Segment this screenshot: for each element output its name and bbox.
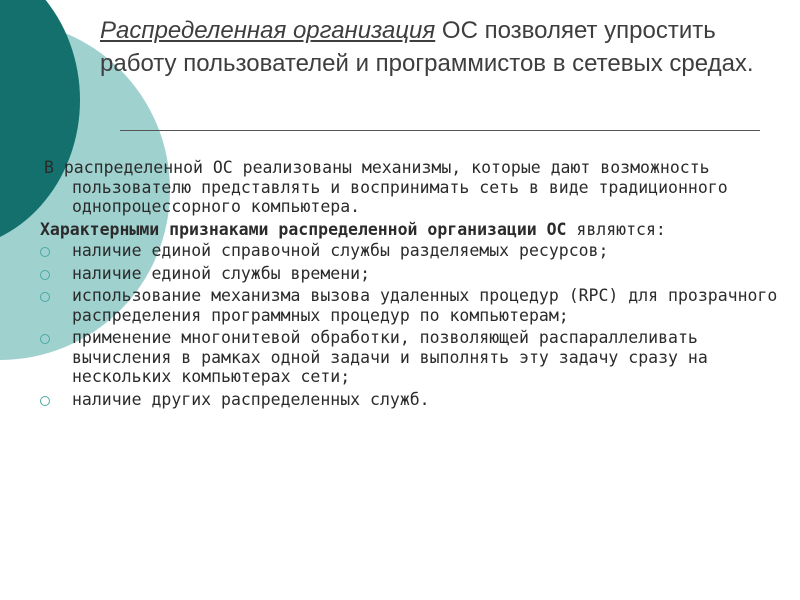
list-item (40, 286, 785, 325)
bullet-circle-icon (40, 334, 50, 344)
list-item-text: наличие единой справочной службы разделяемых ресурсов; (72, 241, 609, 260)
list-item (40, 264, 785, 284)
heading-rest-text: являются: (566, 219, 666, 239)
characteristics-list (40, 241, 785, 409)
bullet-circle-icon (40, 270, 50, 280)
list-item-text: наличие единой службы времени; (72, 263, 371, 283)
heading-bold-text: Характерными признаками распределенной организации ОС (40, 219, 567, 239)
list-item-text: использование механизма вызова удаленных процедур (RPC) для прозрачного распределения программных процедур по компьютерам; (72, 286, 778, 325)
intro-paragraph: В распределенной ОС реализованы механизмы, которые дают возможность пользователю представлять и воспринимать сеть в виде традиционного однопроцессорного компьютера. (44, 158, 728, 216)
bullet-circle-icon (40, 247, 50, 257)
slide-body (40, 158, 785, 412)
slide-title (100, 14, 780, 80)
bullet-circle-icon (40, 292, 50, 302)
title-rest: ОС позволяет упростить работу пользователей и программистов в сетевых средах. (100, 17, 754, 77)
list-item-text: применение многонитевой обработки, позволяющей распараллеливать вычисления в рамках одной задачи и выполнять эту задачу сразу на нескольких компьютерах сети; (72, 328, 708, 386)
title-divider (120, 130, 760, 131)
list-item (40, 390, 785, 410)
list-item (40, 241, 785, 261)
list-item-text: наличие других распределенных служб. (72, 389, 430, 409)
list-item (40, 328, 785, 387)
bullet-circle-icon (40, 396, 50, 406)
characteristics-heading (40, 220, 785, 240)
title-emphasis: Распределенная организация (100, 17, 436, 44)
